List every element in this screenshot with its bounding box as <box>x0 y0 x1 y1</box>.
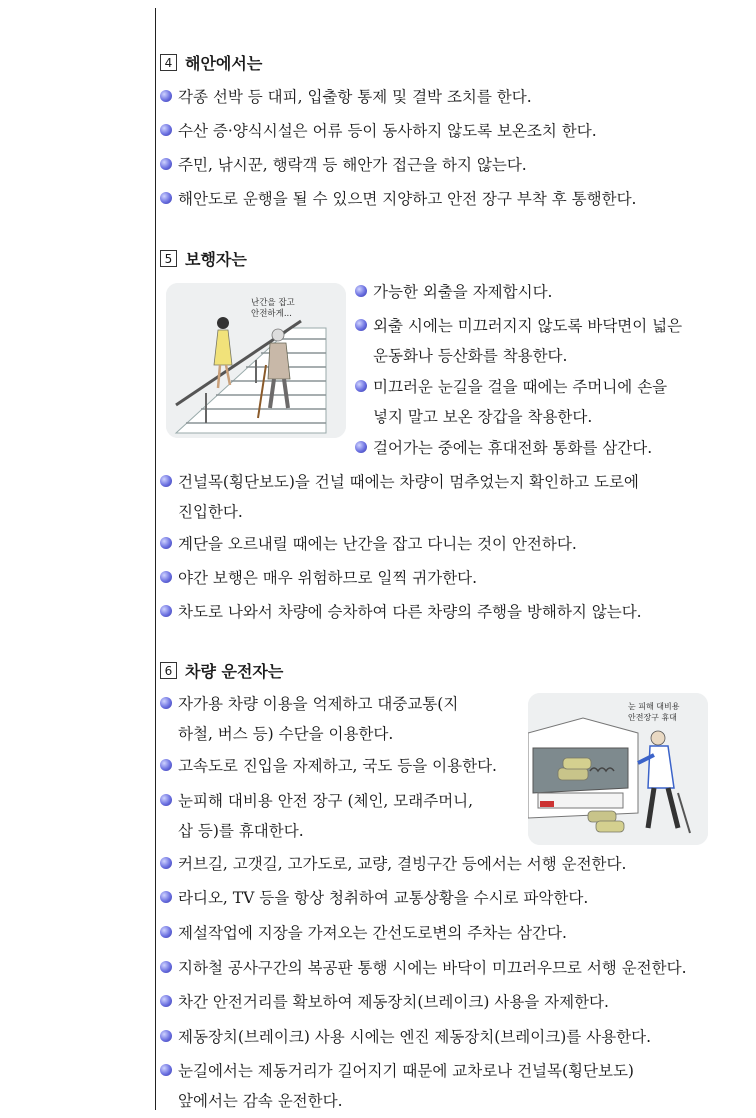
list-item: 자가용 차량 이용을 억제하고 대중교통(지 하철, 버스 등) 수단을 이용한다. <box>160 689 458 749</box>
illustration-caption: 안전하게... <box>251 309 292 319</box>
bullet-icon <box>160 891 172 903</box>
bullet-icon <box>160 605 172 617</box>
illustration-caption: 눈 피해 대비용 <box>628 702 680 711</box>
list-item: 수산 증·양식시설은 어류 등이 동사하지 않도록 보온조치 한다. <box>160 116 597 146</box>
list-item: 차간 안전거리를 확보하여 제동장치(브레이크) 사용을 자제한다. <box>160 987 609 1017</box>
list-item: 제설작업에 지장을 가져오는 간선도로변의 주차는 삼간다. <box>160 918 567 948</box>
bullet-icon <box>160 926 172 938</box>
bullet-icon <box>160 90 172 102</box>
list-item: 라디오, TV 등을 항상 청취하여 교통상황을 수시로 파악한다. <box>160 883 588 913</box>
list-item: 계단을 오르내릴 때에는 난간을 잡고 다니는 것이 안전하다. <box>160 529 577 559</box>
section-title: 차량 운전자는 <box>185 662 284 681</box>
bullet-icon <box>160 759 172 771</box>
section-title: 보행자는 <box>185 250 247 269</box>
section-number-box: 6 <box>160 662 177 679</box>
illustration-caption: 난간을 잡고 <box>251 298 295 308</box>
illustration-caption: 안전장구 휴대 <box>628 713 677 722</box>
section-heading-drivers <box>160 659 283 682</box>
bullet-icon <box>160 857 172 869</box>
list-item: 제동장치(브레이크) 사용 시에는 엔진 제동장치(브레이크)를 사용한다. <box>160 1022 651 1052</box>
section-title: 해안에서는 <box>185 54 263 73</box>
list-item: 커브길, 고갯길, 고가도로, 교량, 결빙구간 등에서는 서행 운전한다. <box>160 849 626 879</box>
section-heading-coast <box>160 51 262 74</box>
list-item: 눈피해 대비용 안전 장구 (체인, 모래주머니, 삽 등)를 휴대한다. <box>160 786 473 846</box>
section-number-box: 4 <box>160 54 177 71</box>
list-item: 가능한 외출을 자제합시다. <box>355 277 553 307</box>
bullet-icon <box>160 475 172 487</box>
bullet-icon <box>160 537 172 549</box>
bullet-icon <box>355 380 367 392</box>
bullet-icon <box>355 319 367 331</box>
list-item: 야간 보행은 매우 위험하므로 일찍 귀가한다. <box>160 563 477 593</box>
list-item: 주민, 낚시꾼, 행락객 등 해안가 접근을 하지 않는다. <box>160 150 527 180</box>
list-item: 차도로 나와서 차량에 승차하여 다른 차량의 주행을 방해하지 않는다. <box>160 597 642 627</box>
list-item: 미끄러운 눈길을 걸을 때에는 주머니에 손을 넣지 말고 보온 장갑을 착용한다. <box>355 372 667 432</box>
list-item: 각종 선박 등 대피, 입출항 통제 및 결박 조치를 한다. <box>160 82 532 112</box>
list-item: 지하철 공사구간의 복공판 통행 시에는 바닥이 미끄러우므로 서행 운전한다. <box>160 953 687 983</box>
bullet-icon <box>160 1030 172 1042</box>
car-trunk-illustration <box>528 693 708 845</box>
bullet-icon <box>160 697 172 709</box>
list-item: 건널목(횡단보도)을 건널 때에는 차량이 멈추었는지 확인하고 도로에 진입한다. <box>160 467 639 527</box>
bullet-icon <box>160 571 172 583</box>
list-item: 고속도로 진입을 자제하고, 국도 등을 이용한다. <box>160 751 497 781</box>
bullet-icon <box>160 192 172 204</box>
bullet-icon <box>160 1064 172 1076</box>
bullet-icon <box>160 794 172 806</box>
list-item: 외출 시에는 미끄러지지 않도록 바닥면이 넓은 운동화나 등산화를 착용한다. <box>355 311 682 371</box>
bullet-icon <box>355 441 367 453</box>
list-item: 해안도로 운행을 될 수 있으면 지양하고 안전 장구 부착 후 통행한다. <box>160 184 636 214</box>
stairs-illustration <box>166 283 346 438</box>
list-item: 걸어가는 중에는 휴대전화 통화를 삼간다. <box>355 433 652 463</box>
section-number-box: 5 <box>160 250 177 267</box>
bullet-icon <box>160 961 172 973</box>
section-heading-pedestrians <box>160 247 247 270</box>
list-item: 눈길에서는 제동거리가 길어지기 때문에 교차로나 건널목(횡단보도) 앞에서는 감속 운전한다. <box>160 1056 634 1116</box>
bullet-icon <box>160 995 172 1007</box>
bullet-icon <box>160 124 172 136</box>
bullet-icon <box>355 285 367 297</box>
left-margin-rule <box>155 8 156 1110</box>
bullet-icon <box>160 158 172 170</box>
